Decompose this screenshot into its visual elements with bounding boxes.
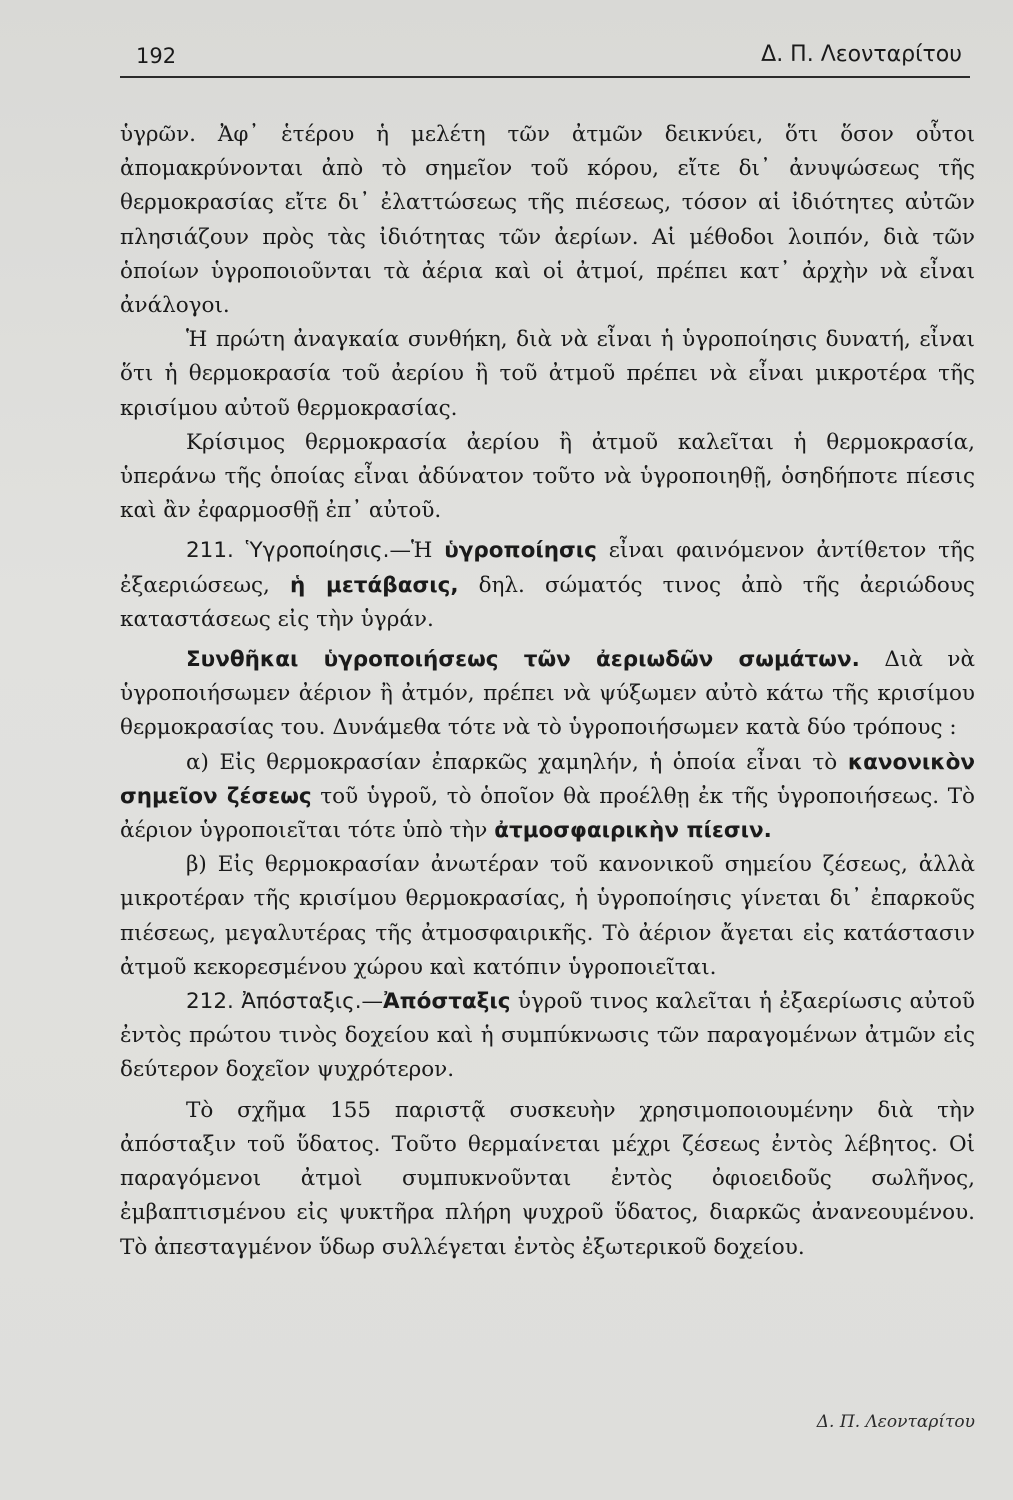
body-text — [120, 118, 975, 1265]
running-head: Δ. Π. Λεονταρίτου — [761, 42, 962, 67]
section-212-number: 212. — [186, 989, 234, 1015]
conditions-paragraph — [120, 643, 975, 746]
case-b: β) Εἰς θερμοκρασίαν ἀνωτέραν τοῦ κανονικοῦ σημείου ζέσεως, ἀλλὰ μικροτέραν τῆς κρισίμου θερμοκρασίας, ἡ ὑγροποίησις γίνεται δι᾿ ἐπαρκοῦς πιέσεως, μεγαλυτέρας τῆς ἀτμοσφαιρικῆς. Τὸ ἀέριον ἄγεται εἰς κατάστασιν ἀτμοῦ κεκορεσμένου χώρου καὶ κατόπιν ὑγροποιεῖται. — [120, 852, 975, 980]
term-normal-boiling-point: κανονικὸν σημεῖον ζέσεως — [120, 749, 975, 809]
section-211-text-2: δηλ. σώματός τινος ἀπὸ τῆς ἀεριώδους καταστάσεως εἰς τὴν ὑγράν. — [120, 572, 975, 632]
term-liquefaction: ὑγροποίησις — [444, 538, 597, 564]
case-a — [120, 746, 975, 849]
paragraph-first-condition: Ἡ πρώτη ἀναγκαία συνθήκη, διὰ νὰ εἶναι ἡ ὑγροποίησις δυνατή, εἶναι ὅτι ἡ θερμοκρασία τοῦ ἀερίου ἢ τοῦ ἀτμοῦ πρέπει νὰ εἶναι μικροτέρα τῆς κρισίμου αὐτοῦ θερμοκρασίας. — [120, 327, 975, 421]
section-211-dash: —Ἡ — [389, 538, 433, 564]
term-distillation: Ἀπόσταξις — [383, 989, 511, 1015]
term-atmospheric-pressure: ἀτμοσφαιρικὴν πίεσιν. — [494, 818, 772, 844]
section-212-text: ὑγροῦ τινος καλεῖται ἡ ἐξαερίωσις αὐτοῦ ἐντὸς πρώτου τινὸς δοχείου καὶ ἡ συμπύκνωσις τῶν παραγομένων ἀτμῶν εἰς δεύτερον δοχεῖον ψυχρότερον. — [120, 989, 975, 1083]
page-header — [120, 42, 970, 78]
section-211-number: 211. — [186, 538, 234, 564]
case-a-text-1: α) Εἰς θερμοκρασίαν ἐπαρκῶς χαμηλήν, ἡ ὁποία εἶναι τὸ — [186, 749, 838, 775]
term-transition: ἡ μετάβασις, — [289, 572, 459, 598]
conditions-heading: Συνθῆκαι ὑγροποιήσεως τῶν ἀεριωδῶν σωμάτων. — [186, 647, 860, 673]
conditions-text: Διὰ νὰ ὑγροποιήσωμεν ἀέριον ἢ ἀτμόν, πρέπει νὰ ψύξωμεν αὐτὸ κάτω τῆς κρισίμου θερμοκρασίας του. Δυνάμεθα τότε νὰ τὸ ὑγροποιήσωμεν κατὰ δύο τρόπους : — [120, 647, 975, 741]
paragraph-vapors: ὑγρῶν. Ἀφ᾿ ἑτέρου ἡ μελέτη τῶν ἀτμῶν δεικνύει, ὅτι ὅσον οὗτοι ἀπομακρύνονται ἀπὸ τὸ σημεῖον τοῦ κόρου, εἴτε δι᾿ ἀνυψώσεως τῆς θερμοκρασίας εἴτε δι᾿ ἐλαττώσεως τῆς πιέσεως, τόσον αἱ ἰδιότητες αὐτῶν πλησιάζουν πρὸς τὰς ἰδιότητας τῶν ἀερίων. Αἱ μέθοδοι λοιπόν, διὰ τῶν ὁποίων ὑγροποιοῦνται τὰ ἀέρια καὶ οἱ ἀτμοί, πρέπει κατ᾿ ἀρχὴν νὰ εἶναι ἀνάλογοι. — [120, 122, 975, 319]
page-number: 192 — [136, 44, 177, 68]
section-212-title: Ἀπόσταξις. — [241, 989, 362, 1015]
paragraph-figure-155: Τὸ σχῆμα 155 παριστᾷ συσκευὴν χρησιμοποιουμένην διὰ τὴν ἀπόσταξιν τοῦ ὕδατος. Τοῦτο θερμαίνεται μέχρι ζέσεως ἐντὸς λέβητος. Οἱ παραγόμενοι ἀτμοὶ συμπυκνοῦνται ἐντὸς ὀφιοειδοῦς σωλῆνος, ἐμβαπτισμένου εἰς ψυκτῆρα πλήρη ψυχροῦ ὕδατος, διαρκῶς ἀνανεουμένου. Τὸ ἀπεσταγμένον ὕδωρ συλλέγεται ἐντὸς ἐξωτερικοῦ δοχείου. — [120, 1097, 975, 1260]
section-211 — [120, 534, 975, 637]
section-212-dash: — — [361, 989, 384, 1015]
paragraph-critical-temperature: Κρίσιμος θερμοκρασία ἀερίου ἢ ἀτμοῦ καλεῖται ἡ θερμοκρασία, ὑπεράνω τῆς ὁποίας εἶναι ἀδύνατον τοῦτο νὰ ὑγροποιηθῇ, ὁσηδήποτε πίεσις καὶ ἂν ἐφαρμοσθῇ ἐπ᾿ αὐτοῦ. — [120, 429, 975, 524]
section-212 — [120, 985, 975, 1088]
section-211-title: Ὑγροποίησις. — [245, 538, 390, 564]
footer-signature: Δ. Π. Λεονταρίτου — [816, 1412, 975, 1432]
case-a-text-2: τοῦ ὑγροῦ, τὸ ὁποῖον θὰ προέλθῃ ἐκ τῆς ὑγροποιήσεως. Τὸ ἀέριον ὑγροποιεῖται τότε ὑπὸ τὴν — [120, 783, 975, 844]
section-211-text-1: εἶναι φαινόμενον ἀντίθετον τῆς ἐξαεριώσεως, — [120, 538, 975, 598]
